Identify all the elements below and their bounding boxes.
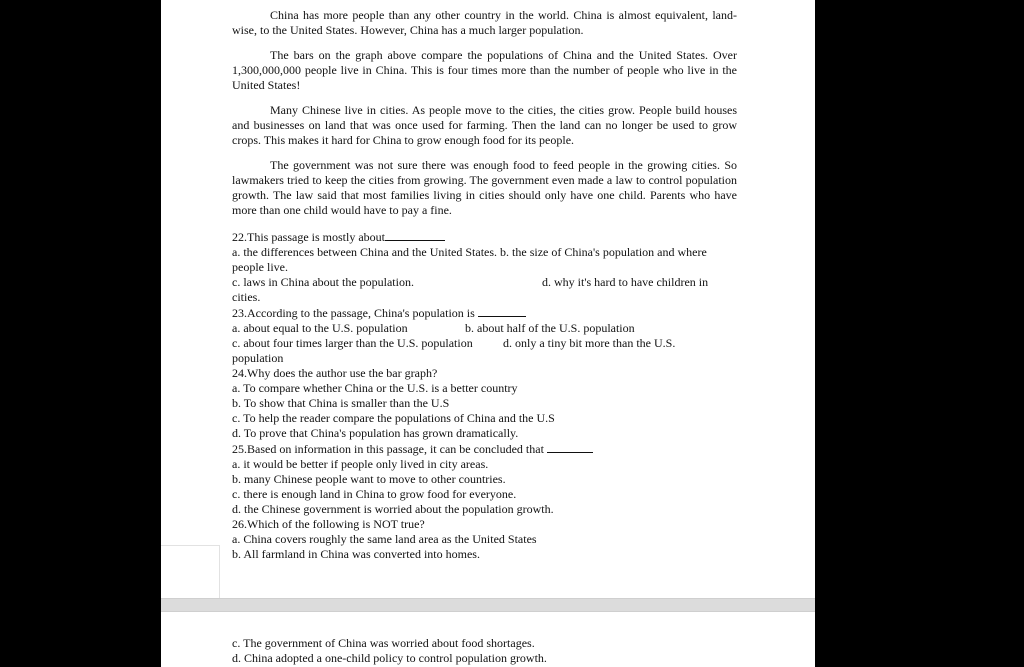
question-25-option-a[interactable]: a. it would be better if people only lived in city areas.	[232, 457, 489, 471]
question-26-option-c[interactable]: c. The government of China was worried about food shortages.	[232, 636, 535, 650]
question-23-option-c[interactable]: c. about four times larger than the U.S. population	[232, 336, 473, 350]
question-24-option-a[interactable]: a. To compare whether China or the U.S. is a better country	[232, 381, 518, 395]
question-23-option-d-wrap: population	[232, 351, 284, 365]
question-24-stem: 24.Why does the author use the bar graph?	[232, 366, 438, 380]
question-22-options-ab	[232, 245, 737, 275]
passage-paragraph-3: Many Chinese live in cities. As people move to the cities, the cities grow. People build houses and businesses on land that was once used for farming. Then the land can no longer be used to grow crops. This makes it hard for China to grow enough food for its people.	[232, 103, 737, 147]
question-26-stem: 26.Which of the following is NOT true?	[232, 517, 425, 531]
question-23-options-cd	[232, 336, 737, 351]
answer-blank-23[interactable]	[478, 305, 526, 317]
question-22-stem	[232, 229, 737, 245]
question-25-stem	[232, 441, 737, 457]
page-margin-marker	[161, 545, 220, 598]
question-26-option-d[interactable]: d. China adopted a one-child policy to control population growth.	[232, 651, 547, 665]
answer-blank-25[interactable]	[547, 441, 593, 453]
question-22-option-a[interactable]: a. the differences between China and the United States.	[232, 245, 498, 259]
question-25-text: 25.Based on information in this passage, it can be concluded that	[232, 442, 544, 456]
question-22-option-c[interactable]: c. laws in China about the population.	[232, 275, 414, 289]
question-25-option-c[interactable]: c. there is enough land in China to grow food for everyone.	[232, 487, 517, 501]
question-25-option-d[interactable]: d. the Chinese government is worried about the population growth.	[232, 502, 554, 516]
passage-paragraph-1: China has more people than any other country in the world. China is almost equivalent, land-wise, to the United States. However, China has a much larger population.	[232, 8, 737, 37]
answer-blank-22[interactable]	[385, 229, 445, 241]
page-break	[161, 598, 815, 612]
document-page-2	[161, 612, 815, 667]
document-page-1	[161, 0, 815, 598]
question-26-option-b[interactable]: b. All farmland in China was converted into homes.	[232, 547, 480, 561]
question-23-option-d-start: d. only a tiny bit more than the U.S.	[503, 336, 676, 350]
question-23-option-b[interactable]: b. about half of the U.S. population	[465, 321, 635, 335]
question-22-text: 22.This passage is mostly about	[232, 230, 385, 244]
question-24-option-d[interactable]: d. To prove that China's population has grown dramatically.	[232, 426, 519, 440]
passage-paragraph-2: The bars on the graph above compare the populations of China and the United States. Over 1,300,000,000 people live in China. This is four times more than the number of people who live in the United States!	[232, 48, 737, 92]
question-22-option-d-wrap: cities.	[232, 290, 261, 304]
question-25-option-b[interactable]: b. many Chinese people want to move to other countries.	[232, 472, 506, 486]
question-22-option-b[interactable]: b. the size of China's population and where people live.	[232, 245, 710, 274]
question-22-options-cd	[232, 275, 737, 290]
question-23-text: 23.According to the passage, China's population is	[232, 306, 475, 320]
question-23-option-a[interactable]: a. about equal to the U.S. population	[232, 321, 408, 335]
question-23-stem	[232, 305, 737, 321]
question-26-continued	[232, 636, 737, 666]
passage-paragraph-4: The government was not sure there was enough food to feed people in the growing cities. So lawmakers tried to keep the cities from growing. The government even made a law to control population growth. The law said that most families living in cities should only have one child. Parents who have more than one child would have to pay a fine.	[232, 158, 737, 217]
document-viewport[interactable]	[161, 0, 815, 667]
question-24-option-c[interactable]: c. To help the reader compare the populations of China and the U.S	[232, 411, 555, 425]
question-list	[232, 229, 737, 562]
question-24-option-b[interactable]: b. To show that China is smaller than the U.S	[232, 396, 450, 410]
question-22-option-d-start: d. why it's hard to have children in	[542, 275, 709, 289]
passage	[232, 8, 737, 228]
question-26-option-a[interactable]: a. China covers roughly the same land area as the United States	[232, 532, 537, 546]
question-23-options-ab	[232, 321, 737, 336]
